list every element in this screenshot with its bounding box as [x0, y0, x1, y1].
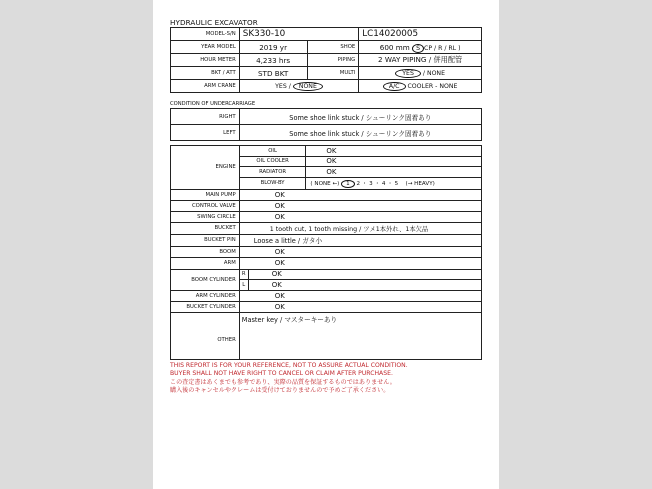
spec-row-bkt [171, 67, 482, 80]
blowby-label: BLOW-BY [239, 177, 306, 189]
spec-row-crane [171, 80, 482, 93]
bucket-pin-value: Loose a little / ガタ小 [239, 234, 481, 246]
model-value: SK330-10 [239, 28, 359, 41]
shoe-label: SHOE [307, 41, 359, 54]
shoe-cell [359, 41, 482, 54]
arm-label: ARM [171, 258, 240, 270]
disclaimer [170, 362, 408, 395]
shoe-size: 600 mm [379, 42, 410, 52]
model-sn-label: MODEL-S/N [171, 28, 240, 41]
boom-cylinder-row-r [171, 269, 482, 280]
disclaimer-line-2: BUYER SHALL NOT HAVE RIGHT TO CANCEL OR CLAIM AFTER PURCHASE. [170, 370, 393, 378]
ac-cell [359, 80, 482, 93]
undercarriage-table [170, 108, 482, 141]
hour-meter-value: 4,233 hrs [239, 54, 307, 67]
year-label: YEAR MODEL [171, 41, 240, 54]
disclaimer-line-4: 購入後のキャンセルやクレームは受付けておりませんので予めご了承ください。 [170, 386, 390, 394]
multi-separator: / [422, 69, 425, 77]
bucket-pin-label: BUCKET PIN [171, 234, 240, 246]
undercarriage-row-left [171, 125, 482, 141]
arm-crane-label: ARM CRANE [171, 80, 240, 93]
component-row-main-pump [171, 189, 482, 200]
component-row-arm [171, 258, 482, 270]
spec-row-hours [171, 54, 482, 67]
cooler-none: COOLER - NONE [407, 82, 458, 90]
control-valve-label: CONTROL VALVE [171, 200, 240, 211]
crane-yes: YES [275, 82, 287, 90]
hour-meter-label: HOUR METER [171, 54, 240, 67]
undercarriage-right-value: Some shoe link stuck / シューリンク固着あり [239, 109, 481, 125]
disclaimer-line-3: この査定書はあくまでも参考であり、実際の品質を保証するものではありません。 [170, 378, 396, 386]
blowby-none: ( NONE ←) [310, 181, 340, 187]
oil-cooler-label: OIL COOLER [239, 156, 306, 167]
blowby-selected: 1 [341, 180, 355, 188]
component-row-control-valve [171, 200, 482, 211]
boom-cylinder-r-label: R [239, 269, 248, 280]
bucket-cylinder-row [171, 301, 482, 312]
swing-circle-value: OK [239, 211, 481, 222]
arm-value: OK [239, 258, 481, 270]
bkt-att-value: STD BKT [239, 67, 307, 80]
shoe-options-rest: CP / R / RL ) [424, 44, 461, 52]
other-row [171, 312, 482, 359]
spec-row-model [171, 28, 482, 41]
radiator-value: OK [306, 167, 482, 178]
component-row-bucket [171, 222, 482, 234]
bkt-att-label: BKT / ATT [171, 67, 240, 80]
crane-none-selected: NONE [293, 82, 323, 91]
crane-separator: / [288, 82, 291, 90]
control-valve-value: OK [239, 200, 481, 211]
ac-selected: A/C [383, 82, 406, 91]
arm-cylinder-row [171, 290, 482, 301]
condition-table [170, 145, 482, 360]
component-row-swing-circle [171, 211, 482, 222]
shoe-option-selected: S [412, 44, 424, 53]
engine-oil-label: OIL [239, 146, 306, 157]
multi-label: MULTI [307, 67, 359, 80]
boom-cylinder-label: BOOM CYLINDER [171, 269, 240, 290]
disclaimer-line-1: THIS REPORT IS FOR YOUR REFERENCE, NOT TO ASSURE ACTUAL CONDITION. [170, 362, 408, 369]
multi-cell [359, 67, 482, 80]
year-value: 2019 yr [239, 41, 307, 54]
arm-cylinder-label: ARM CYLINDER [171, 290, 240, 301]
spec-table [170, 27, 482, 93]
undercarriage-left-label: LEFT [171, 125, 240, 141]
component-row-boom [171, 246, 482, 258]
bucket-value: 1 tooth cut, 1 tooth missing / ツメ1本外れ、1本欠品 [239, 222, 481, 234]
undercarriage-row-right [171, 109, 482, 125]
serial-value: LC14020005 [359, 28, 482, 41]
boom-value: OK [239, 246, 481, 258]
engine-oil-value: OK [306, 146, 482, 157]
multi-none: NONE [426, 69, 445, 77]
arm-cylinder-value: OK [239, 290, 481, 301]
undercarriage-title: CONDITION OF UNDERCARRIAGE [170, 101, 256, 107]
other-value: Master key / マスターキーあり [239, 312, 481, 359]
boom-cylinder-r-value: OK [248, 269, 481, 280]
blowby-scale [306, 177, 482, 189]
undercarriage-right-label: RIGHT [171, 109, 240, 125]
other-label: OTHER [171, 312, 240, 359]
document-title: HYDRAULIC EXCAVATOR [170, 18, 258, 27]
bucket-cylinder-label: BUCKET CYLINDER [171, 301, 240, 312]
engine-label: ENGINE [171, 146, 240, 190]
blowby-rest: 2 ・ 3 ・ 4 ・ 5 (→ HEAVY) [356, 181, 435, 187]
piping-value: 2 WAY PIPING / 併用配管 [359, 54, 482, 67]
piping-label: PIPING [307, 54, 359, 67]
bucket-label: BUCKET [171, 222, 240, 234]
boom-cylinder-l-label: L [239, 280, 248, 291]
multi-yes-selected: YES [395, 69, 421, 78]
boom-label: BOOM [171, 246, 240, 258]
undercarriage-left-value: Some shoe link stuck / シューリンク固着あり [239, 125, 481, 141]
radiator-label: RADIATOR [239, 167, 306, 178]
oil-cooler-value: OK [306, 156, 482, 167]
bucket-cylinder-value: OK [239, 301, 481, 312]
main-pump-label: MAIN PUMP [171, 189, 240, 200]
swing-circle-label: SWING CIRCLE [171, 211, 240, 222]
boom-cylinder-l-value: OK [248, 280, 481, 291]
component-row-bucket-pin [171, 234, 482, 246]
main-pump-value: OK [239, 189, 481, 200]
arm-crane-cell [239, 80, 359, 93]
spec-row-year [171, 41, 482, 54]
engine-row-oil [171, 146, 482, 157]
